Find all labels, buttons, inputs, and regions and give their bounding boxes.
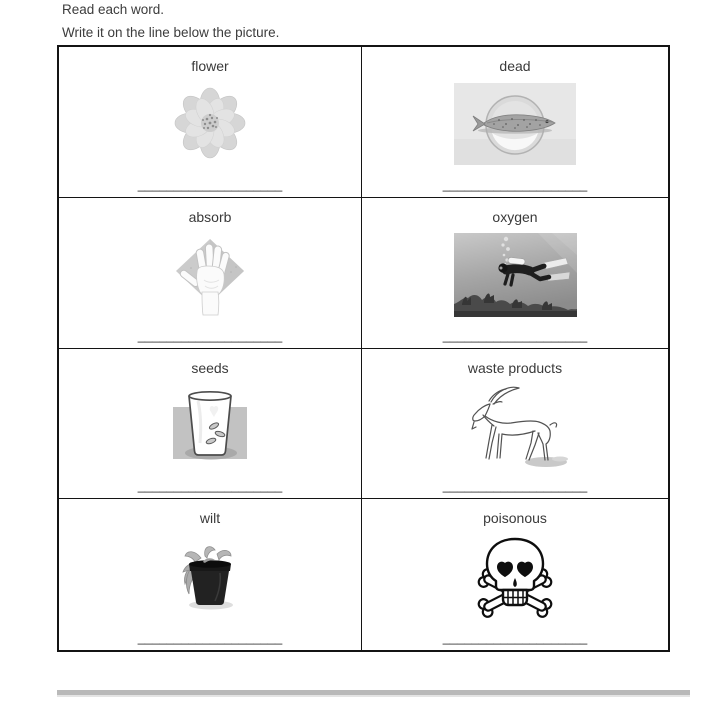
instruction-line-1: Read each word.: [62, 2, 165, 17]
word-card-poisonous: [362, 499, 668, 650]
word-label: dead: [499, 58, 531, 74]
instruction-line-2: Write it on the line below the picture.: [62, 25, 280, 40]
word-card-flower: [59, 47, 362, 198]
answer-line: ____________________: [137, 327, 283, 343]
word-card-waste-products: [362, 349, 668, 500]
answer-line: ____________________: [442, 630, 588, 645]
word-card-dead: [362, 47, 668, 198]
page-break-bar: [57, 690, 690, 695]
word-label: seeds: [191, 359, 229, 376]
word-card-wilt: [59, 499, 362, 650]
answer-line: ____________________: [442, 176, 588, 192]
word-label: flower: [191, 58, 229, 74]
answer-line: ____________________: [137, 176, 283, 192]
answer-line: ____________________: [442, 478, 588, 494]
word-card-absorb: [59, 198, 362, 349]
word-label: waste products: [467, 359, 563, 376]
instructions: [62, 0, 279, 44]
word-card-seeds: [59, 349, 362, 500]
word-card-oxygen: [362, 198, 668, 349]
answer-line: ____________________: [442, 327, 588, 343]
word-label: poisonous: [483, 510, 547, 527]
word-label: absorb: [188, 208, 232, 225]
word-label: oxygen: [492, 208, 538, 225]
answer-line: ____________________: [137, 630, 283, 645]
worksheet-table: [57, 45, 670, 652]
word-label: wilt: [199, 510, 221, 527]
answer-line: ____________________: [137, 478, 283, 494]
